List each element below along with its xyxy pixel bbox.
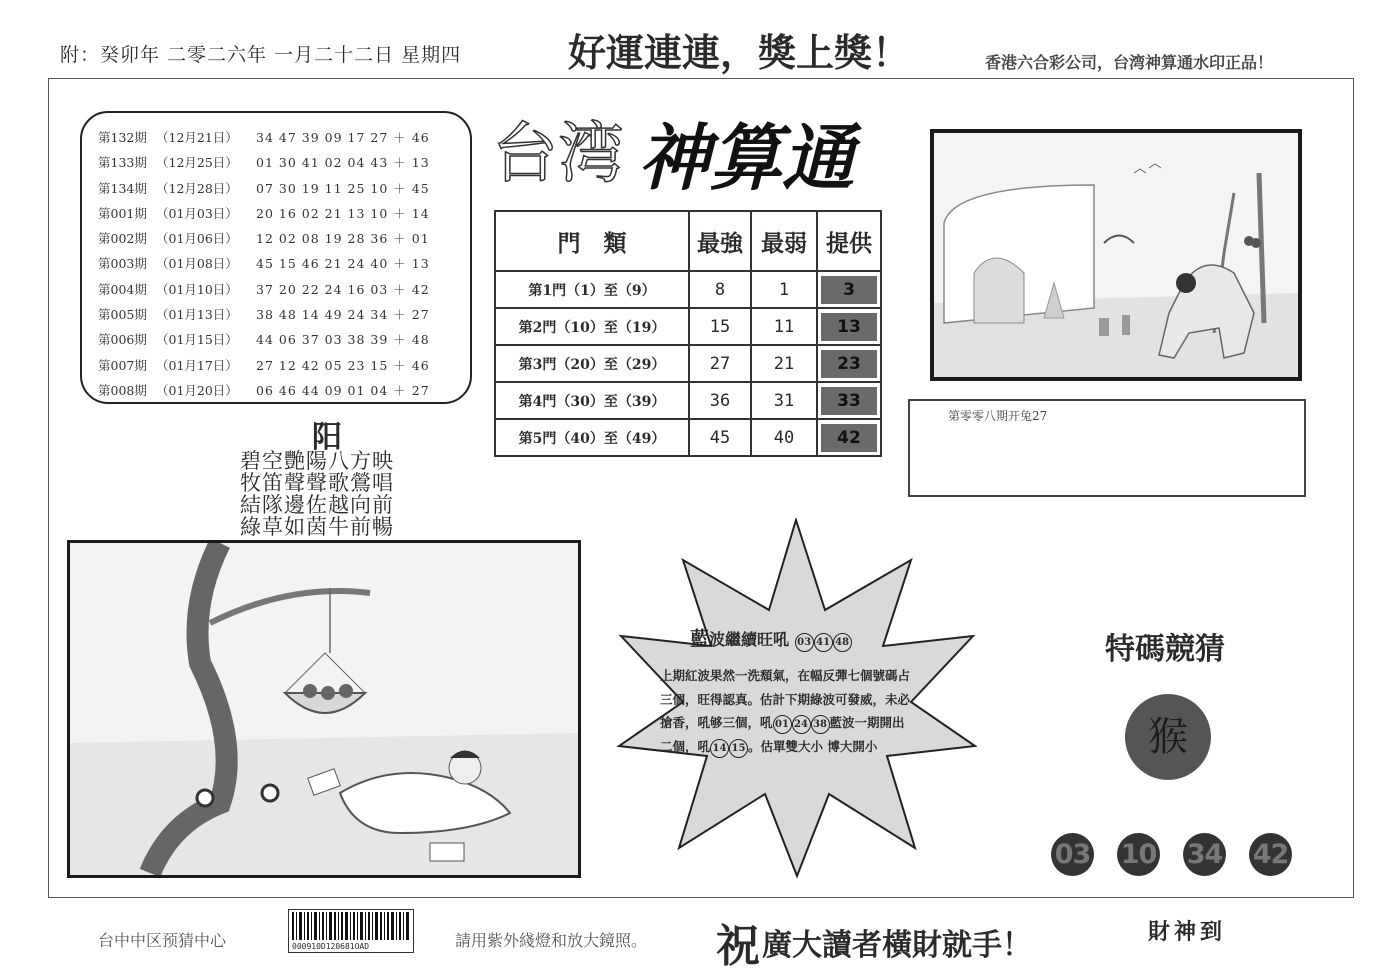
result-row — [98, 201, 470, 226]
result-date: （01月06日） — [156, 231, 238, 247]
result-numbers: 12 02 08 19 28 36 ＋ 01 — [256, 231, 430, 247]
poem-line: 牧笛聲聲歌鶯唱 — [240, 471, 394, 495]
guess-numbers — [1051, 833, 1292, 876]
poem-title: 阳 — [312, 420, 342, 455]
result-date: （01月20日） — [156, 382, 238, 398]
star-line-text: 。估單雙大小 博大開小 — [748, 738, 878, 754]
number-ball: 42 — [1249, 833, 1292, 876]
barcode-bars — [289, 910, 412, 942]
slogan: 好運連連，獎上獎！ — [568, 31, 911, 75]
result-row — [98, 302, 470, 327]
star-headline-text: 波繼續旺吼 — [709, 630, 790, 649]
result-period: 第006期 — [98, 332, 147, 348]
circled-number: 01 — [773, 715, 792, 734]
star-line-text: 二個，吼 — [660, 738, 711, 754]
circled-number: 41 — [814, 633, 833, 652]
star-line-text: 藍波一期開出 — [829, 715, 905, 730]
number-ball: 10 — [1117, 833, 1160, 876]
cell-strong: 36 — [689, 382, 751, 419]
number-ball: 03 — [1051, 833, 1094, 876]
cell-weak: 11 — [751, 308, 817, 345]
result-period: 第005期 — [98, 307, 147, 323]
result-period: 第001期 — [98, 205, 147, 221]
result-row — [98, 277, 470, 302]
result-period: 第003期 — [98, 256, 147, 272]
result-period: 第008期 — [98, 382, 147, 398]
cell-category: 第3門（20）至（29） — [495, 345, 689, 382]
cell-category: 第1門（1）至（9） — [495, 271, 689, 308]
footer-hint: 請用紫外綫燈和放大鏡照。 — [455, 931, 648, 950]
table-row — [495, 419, 881, 456]
results-panel — [80, 111, 472, 404]
circled-number: 15 — [729, 739, 748, 758]
cell-strong: 27 — [689, 345, 751, 382]
cell-provide: 33 — [821, 387, 877, 415]
result-date: （01月15日） — [156, 332, 238, 348]
result-numbers: 38 48 14 49 24 34 ＋ 27 — [256, 307, 430, 323]
cell-provide: 23 — [821, 350, 877, 378]
result-row — [98, 353, 470, 378]
star-body — [660, 664, 910, 758]
star-line: 上期紅波果然一洗頹氣，在幅反彈七個號碼占 — [660, 668, 911, 683]
footer-wish: 廣大讀者橫財就手！ — [762, 928, 1032, 963]
result-date: （01月17日） — [156, 357, 238, 373]
poem — [240, 450, 394, 538]
star-line — [660, 711, 910, 735]
star-line-text: 搶香，吼够三個，吼 — [660, 715, 773, 730]
header-category: 門 類 — [495, 211, 689, 271]
table-row — [495, 382, 881, 419]
star-headline — [690, 624, 852, 652]
circled-number: 14 — [710, 739, 729, 758]
footer-god: 財神到 — [1148, 919, 1227, 945]
table-header-row — [495, 211, 881, 271]
header-provide: 提供 — [817, 211, 881, 271]
result-period: 第004期 — [98, 281, 147, 297]
result-numbers: 07 30 19 11 25 10 ＋ 45 — [256, 180, 430, 196]
result-row — [98, 176, 470, 201]
illustration-scholar-tree — [67, 540, 581, 878]
poem-line: 綠草如茵牛前暢 — [240, 515, 394, 539]
cell-strong: 8 — [689, 271, 751, 308]
result-row — [98, 125, 470, 150]
result-period: 第132期 — [98, 130, 147, 145]
table-row — [495, 345, 881, 382]
company-line: 香港六合彩公司，台湾神算通水印正品！ — [985, 53, 1274, 72]
zodiac-badge: 猴 — [1125, 694, 1211, 780]
result-date: （12月25日） — [156, 155, 238, 171]
cell-provide: 13 — [821, 313, 877, 341]
result-numbers: 44 06 37 03 38 39 ＋ 48 — [256, 332, 430, 348]
result-date: （01月13日） — [156, 307, 238, 323]
cell-weak: 40 — [751, 419, 817, 456]
barcode — [288, 909, 414, 953]
illustration-dog-wall — [930, 129, 1302, 381]
footer-zhu: 祝 — [716, 921, 760, 972]
star-headline-prefix: 藍 — [690, 628, 710, 650]
note-text: 第零零八期开兔27 — [948, 409, 1048, 423]
cell-provide: 42 — [821, 424, 877, 452]
result-row — [98, 226, 470, 251]
footer-center-name: 台中中区预猜中心 — [98, 931, 227, 950]
title-taiwan: 台湾 — [492, 115, 624, 192]
cell-strong: 15 — [689, 308, 751, 345]
table-row — [495, 271, 881, 308]
circled-number: 48 — [833, 633, 852, 652]
result-period: 第134期 — [98, 180, 147, 196]
star-line: 三個，旺得認真。估計下期綠波可發威，未必 — [660, 691, 911, 707]
result-date: （01月08日） — [156, 256, 238, 272]
result-date: （01月03日） — [156, 205, 238, 221]
table-row — [495, 308, 881, 345]
result-numbers: 20 16 02 21 13 10 ＋ 14 — [256, 205, 430, 221]
result-numbers: 27 12 42 05 23 15 ＋ 46 — [256, 357, 430, 373]
cell-category: 第2門（10）至（19） — [495, 308, 689, 345]
poem-line: 結隊邊佐越向前 — [240, 493, 394, 517]
title-shensuantong: 神算通 — [638, 115, 855, 200]
cell-category: 第4門（30）至（39） — [495, 382, 689, 419]
result-period: 第133期 — [98, 155, 147, 171]
header-weak: 最弱 — [751, 211, 817, 271]
result-date: （12月28日） — [156, 180, 238, 196]
cell-provide: 3 — [821, 276, 877, 304]
star-line — [660, 735, 910, 759]
result-numbers: 06 46 44 09 01 04 ＋ 27 — [256, 382, 430, 398]
result-numbers: 01 30 41 02 04 43 ＋ 13 — [256, 155, 430, 171]
circled-number: 38 — [811, 715, 830, 734]
result-row — [98, 327, 470, 352]
cell-weak: 1 — [751, 271, 817, 308]
header-strong: 最強 — [689, 211, 751, 271]
guess-title: 特碼競猜 — [1105, 632, 1225, 667]
cell-weak: 21 — [751, 345, 817, 382]
result-row — [98, 251, 470, 276]
result-row — [98, 150, 470, 175]
result-numbers: 37 20 22 24 16 03 ＋ 42 — [256, 281, 430, 297]
circled-number: 24 — [792, 715, 811, 734]
circled-number: 03 — [795, 633, 814, 652]
result-numbers: 34 47 39 09 17 27 ＋ 46 — [256, 130, 430, 145]
date-line: 附：癸卯年 二零二六年 一月二十二日 星期四 — [60, 44, 462, 66]
number-ball: 34 — [1183, 833, 1226, 876]
category-table — [494, 210, 882, 457]
cell-strong: 45 — [689, 419, 751, 456]
result-period: 第007期 — [98, 357, 147, 373]
result-date: （01月10日） — [156, 281, 238, 297]
result-row — [98, 378, 470, 403]
result-numbers: 45 15 46 21 24 40 ＋ 13 — [256, 256, 430, 272]
result-date: （12月21日） — [156, 130, 238, 145]
barcode-text: 000910D120681OAD — [292, 942, 370, 951]
cell-category: 第5門（40）至（49） — [495, 419, 689, 456]
cell-weak: 31 — [751, 382, 817, 419]
result-period: 第002期 — [98, 231, 147, 247]
poem-line: 碧空艷陽八方映 — [240, 449, 394, 473]
